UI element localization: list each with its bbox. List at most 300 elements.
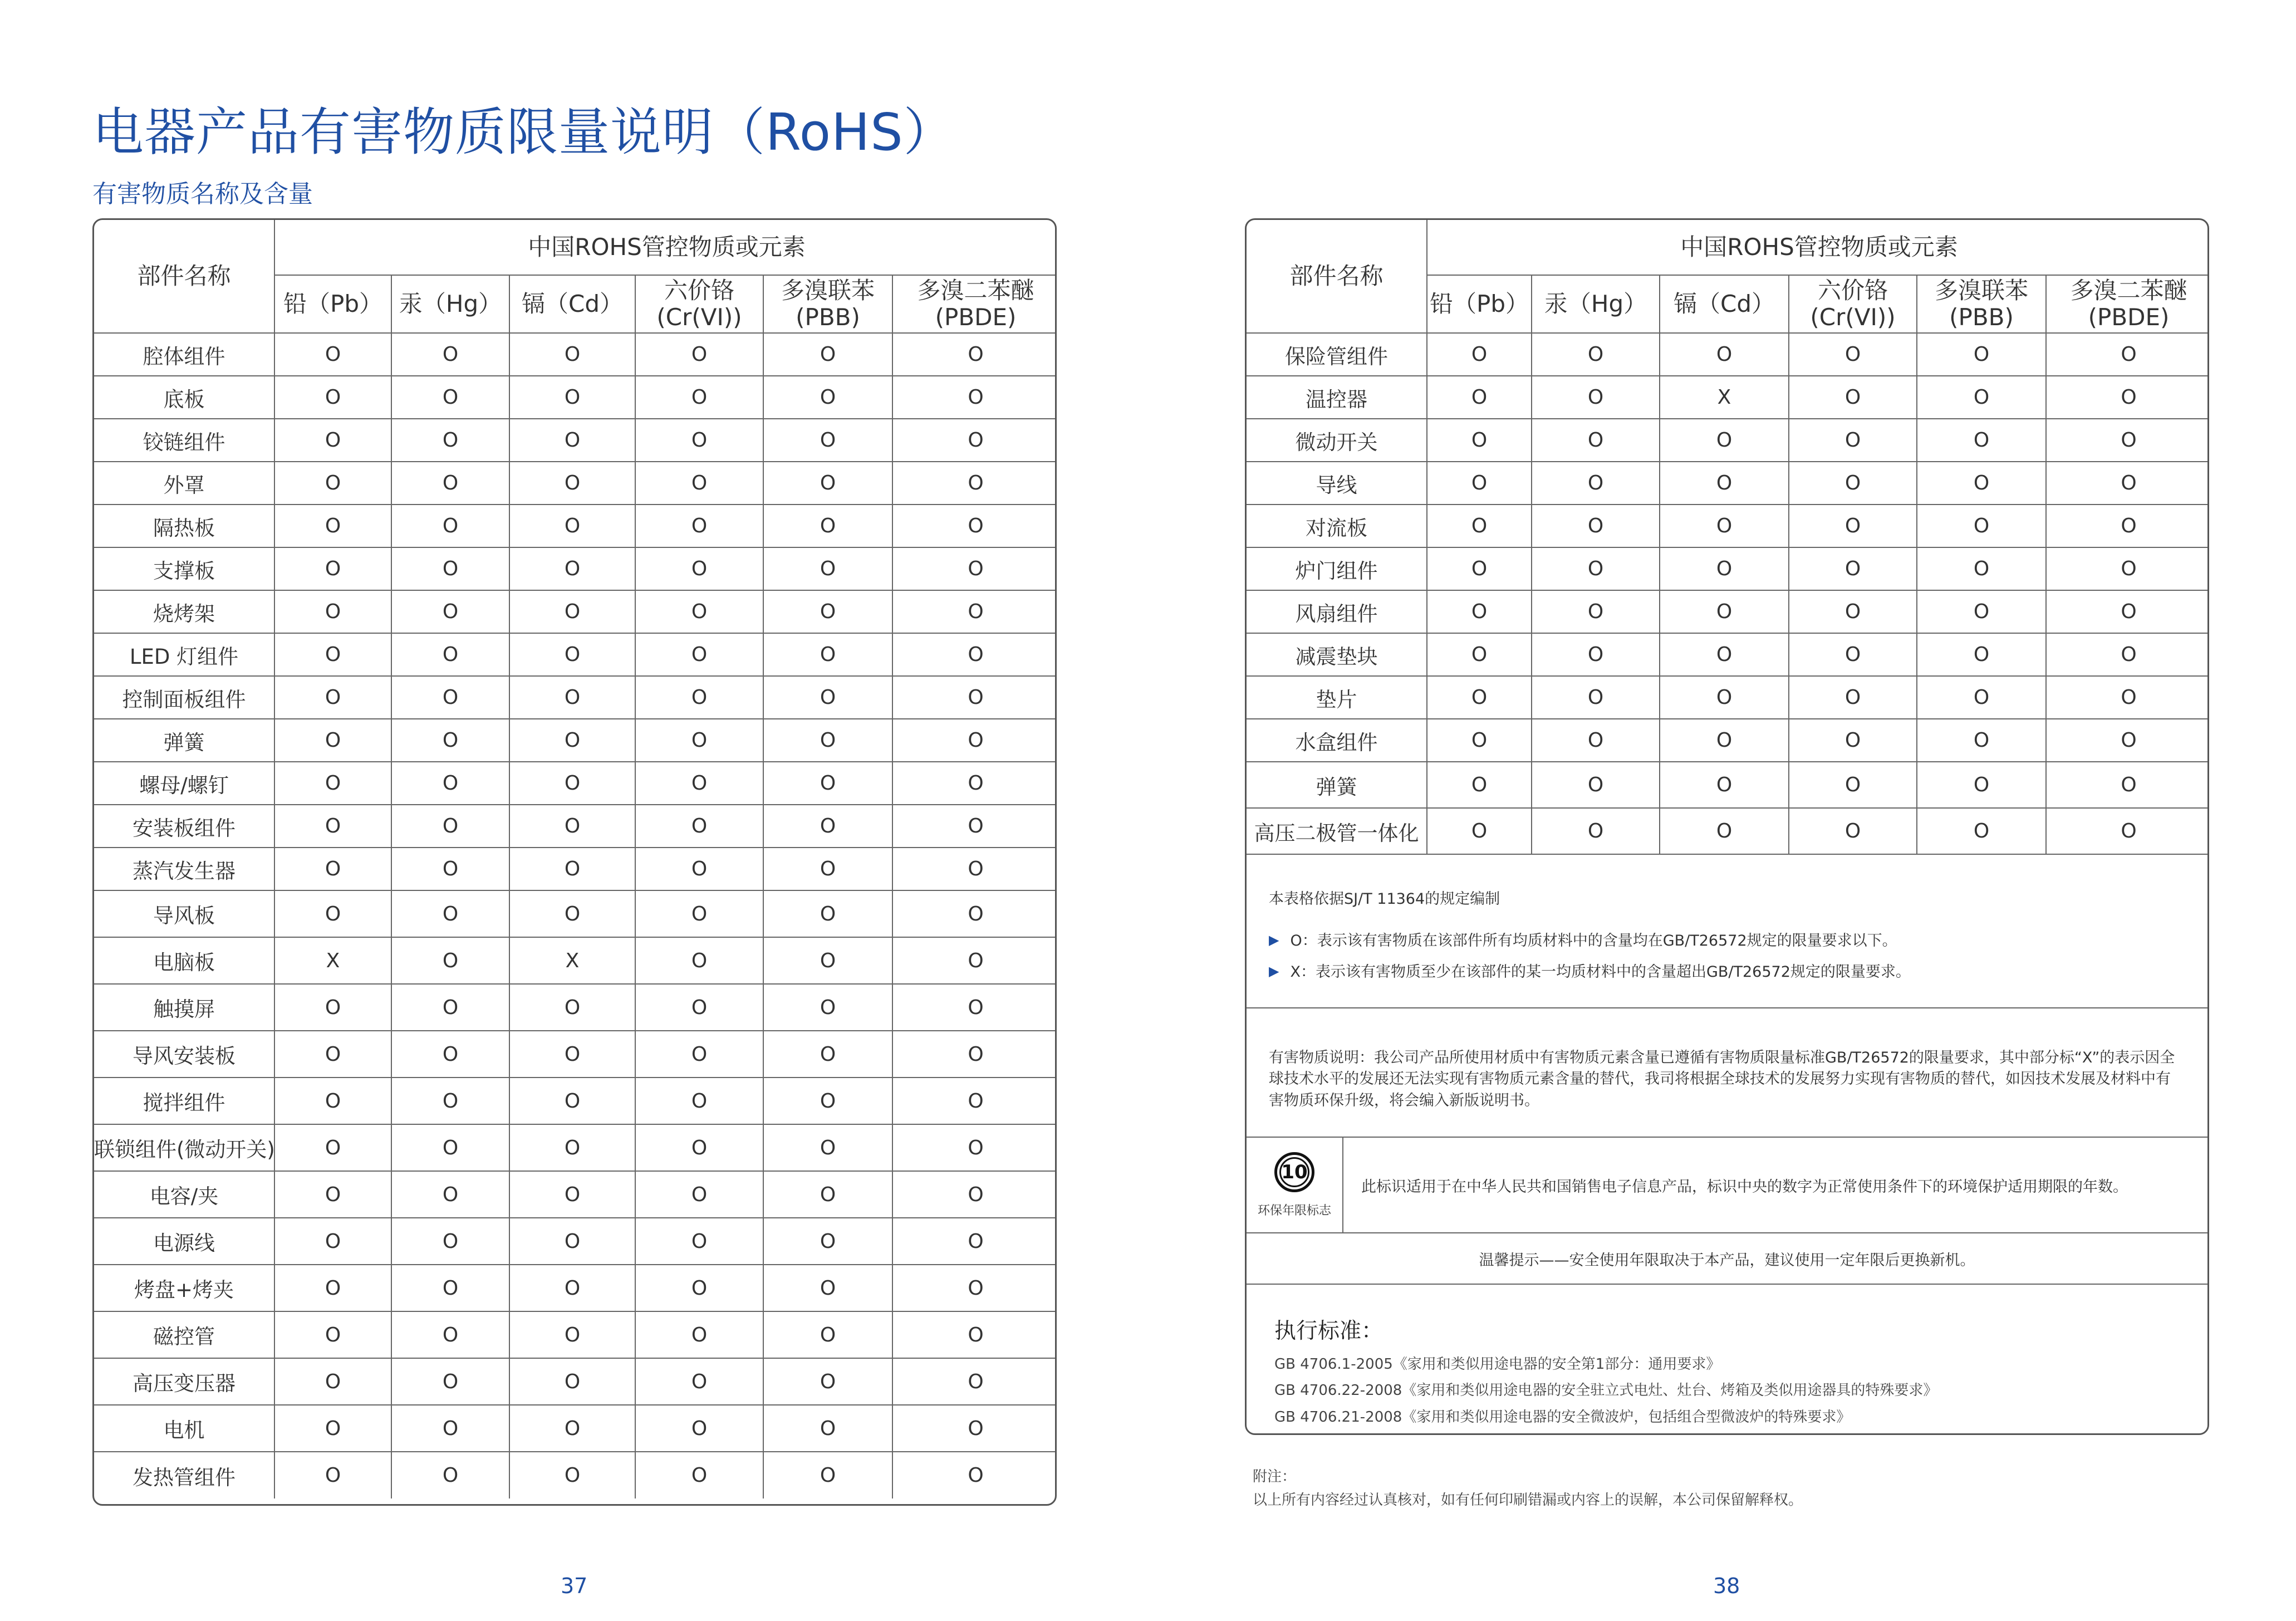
substance-value-cell: O — [635, 805, 763, 848]
substance-value-cell: O — [892, 376, 1057, 419]
substance-value-cell: O — [1532, 633, 1660, 676]
table-row — [94, 805, 1057, 848]
part-name-cell: 搅拌组件 — [94, 1078, 274, 1124]
triangle-bullet-icon: ▶ — [1269, 932, 1279, 948]
substance-value-cell: O — [509, 376, 635, 419]
substance-value-cell: O — [1660, 505, 1789, 547]
substance-value-cell: O — [274, 633, 391, 676]
substance-value-cell: O — [635, 1031, 763, 1078]
table-row — [94, 762, 1057, 805]
table-row — [94, 1311, 1057, 1358]
eco-period-description: 此标识适用于在中华人民共和国销售电子信息产品，标识中央的数字为正常使用条件下的环境保护适用期限的年数。 — [1361, 1178, 2128, 1196]
standard-item: GB 4706.1-2005《家用和类似用途电器的安全第1部分：通用要求》 — [1274, 1356, 1721, 1373]
part-name-cell: 支撑板 — [94, 547, 274, 590]
substance-value-cell: O — [1660, 762, 1789, 808]
substance-value-cell: O — [635, 505, 763, 547]
substance-value-cell: O — [892, 1031, 1057, 1078]
table-row — [1247, 762, 2209, 808]
table-row — [94, 462, 1057, 505]
substance-value-cell: O — [274, 1358, 391, 1405]
substance-value-cell: O — [892, 1358, 1057, 1405]
page-number-left: 37 — [561, 1574, 588, 1598]
part-name-cell: 保险管组件 — [1247, 333, 1427, 376]
substance-value-cell: O — [1427, 376, 1532, 419]
left-table-body — [94, 333, 1057, 1498]
header-pbb: 多溴联苯 (PBB) — [763, 275, 892, 333]
substance-value-cell: O — [892, 462, 1057, 505]
substance-value-cell: O — [2046, 333, 2209, 376]
part-name-cell: 导风板 — [94, 890, 274, 937]
substance-value-cell: O — [274, 719, 391, 762]
substance-value-cell: O — [1427, 462, 1532, 505]
substance-value-cell: O — [892, 1124, 1057, 1171]
part-name-cell: 微动开关 — [1247, 419, 1427, 462]
substance-value-cell: O — [892, 848, 1057, 890]
substance-value-cell: O — [763, 547, 892, 590]
substance-value-cell: O — [2046, 462, 2209, 505]
substance-value-cell: O — [391, 719, 509, 762]
substance-value-cell: O — [763, 984, 892, 1031]
substance-value-cell: O — [274, 1218, 391, 1265]
substance-value-cell: O — [1660, 590, 1789, 633]
substance-value-cell: O — [1789, 808, 1917, 854]
substance-value-cell: O — [892, 547, 1057, 590]
substance-value-cell: O — [391, 1124, 509, 1171]
substance-value-cell: O — [1660, 633, 1789, 676]
standard-item: GB 4706.21-2008《家用和类似用途电器的安全微波炉，包括组合型微波炉的特殊要求》 — [1274, 1408, 1851, 1426]
substance-value-cell: O — [391, 1078, 509, 1124]
substance-value-cell: O — [391, 805, 509, 848]
substance-value-cell: O — [1789, 376, 1917, 419]
substance-value-cell: O — [1917, 762, 2046, 808]
standard-item: GB 4706.22-2008《家用和类似用途电器的安全驻立式电灶、灶台、烤箱及类似用途器具的特殊要求》 — [1274, 1382, 1938, 1399]
header-cd: 镉（Cd） — [1660, 275, 1789, 333]
substance-value-cell: O — [274, 805, 391, 848]
substance-value-cell: O — [1427, 719, 1532, 762]
header-part-name: 部件名称 — [94, 220, 274, 333]
notes-section — [1247, 855, 2207, 1435]
substance-value-cell: O — [274, 1031, 391, 1078]
substance-value-cell: O — [1427, 808, 1532, 854]
substance-value-cell: O — [892, 937, 1057, 984]
part-name-cell: 腔体组件 — [94, 333, 274, 376]
header-part-name: 部件名称 — [1247, 220, 1427, 333]
part-name-cell: 发热管组件 — [94, 1452, 274, 1498]
substance-value-cell: O — [2046, 590, 2209, 633]
part-name-cell: 电脑板 — [94, 937, 274, 984]
header-pbb: 多溴联苯 (PBB) — [1917, 275, 2046, 333]
safety-tip: 温馨提示——安全使用年限取决于本产品，建议使用一定年限后更换新机。 — [1247, 1233, 2207, 1285]
substance-value-cell: O — [635, 1124, 763, 1171]
notes-basis-block — [1247, 855, 2207, 1008]
substance-value-cell: O — [763, 1218, 892, 1265]
substance-value-cell: O — [1532, 462, 1660, 505]
substance-value-cell: O — [1917, 719, 2046, 762]
substance-value-cell: O — [635, 984, 763, 1031]
substance-value-cell: O — [763, 762, 892, 805]
table-row — [1247, 719, 2209, 762]
substance-value-cell: O — [1427, 505, 1532, 547]
substance-value-cell: O — [509, 676, 635, 719]
substance-value-cell: O — [2046, 505, 2209, 547]
substance-value-cell: O — [1660, 719, 1789, 762]
table-row — [94, 848, 1057, 890]
substance-value-cell: O — [763, 590, 892, 633]
table-row — [1247, 590, 2209, 633]
part-name-cell: 磁控管 — [94, 1311, 274, 1358]
substance-value-cell: O — [763, 1031, 892, 1078]
substance-value-cell: O — [2046, 633, 2209, 676]
substance-value-cell: O — [763, 1124, 892, 1171]
substance-value-cell: O — [391, 890, 509, 937]
part-name-cell: 螺母/螺钉 — [94, 762, 274, 805]
substance-value-cell: O — [1917, 333, 2046, 376]
substance-value-cell: X — [274, 937, 391, 984]
substance-value-cell: O — [1789, 547, 1917, 590]
table-row — [94, 1078, 1057, 1124]
part-name-cell: 导风安装板 — [94, 1031, 274, 1078]
substance-value-cell: O — [274, 1265, 391, 1311]
substance-value-cell: O — [1427, 333, 1532, 376]
substance-value-cell: O — [509, 719, 635, 762]
substance-value-cell: O — [2046, 419, 2209, 462]
substance-value-cell: O — [391, 633, 509, 676]
table-row — [94, 376, 1057, 419]
substance-value-cell: O — [509, 848, 635, 890]
substance-value-cell: O — [1532, 376, 1660, 419]
substance-value-cell: O — [1532, 505, 1660, 547]
substance-value-cell: O — [509, 762, 635, 805]
footnote — [1253, 1466, 1803, 1512]
substance-value-cell: O — [635, 419, 763, 462]
table-row — [1247, 376, 2209, 419]
substance-value-cell: O — [635, 1218, 763, 1265]
substance-value-cell: O — [763, 1405, 892, 1452]
substance-value-cell: O — [391, 762, 509, 805]
table-row — [94, 1358, 1057, 1405]
substance-value-cell: O — [635, 376, 763, 419]
eco-period-number: 10 — [1281, 1160, 1308, 1183]
o-meaning: ▶ O：表示该有害物质在该部件所有均质材料中的含量均在GB/T26572规定的限量要求以下。 — [1269, 930, 2186, 953]
substance-value-cell: O — [1660, 462, 1789, 505]
part-name-cell: 蒸汽发生器 — [94, 848, 274, 890]
substance-value-cell: O — [391, 1031, 509, 1078]
substance-value-cell: O — [1660, 333, 1789, 376]
substance-value-cell: O — [509, 984, 635, 1031]
substance-value-cell: O — [274, 1124, 391, 1171]
substance-value-cell: O — [509, 1078, 635, 1124]
header-cr6: 六价铬 (Cr(VI)) — [635, 275, 763, 333]
part-name-cell: 导线 — [1247, 462, 1427, 505]
table-row — [94, 1031, 1057, 1078]
substance-value-cell: O — [1789, 633, 1917, 676]
substance-value-cell: O — [509, 1452, 635, 1498]
part-name-cell: 炉门组件 — [1247, 547, 1427, 590]
eco-logo-cell — [1247, 1138, 1343, 1232]
substance-value-cell: O — [892, 1265, 1057, 1311]
substance-value-cell: O — [509, 419, 635, 462]
part-name-cell: 烧烤架 — [94, 590, 274, 633]
part-name-cell: 风扇组件 — [1247, 590, 1427, 633]
substance-value-cell: O — [892, 1078, 1057, 1124]
substance-value-cell: O — [1789, 333, 1917, 376]
substance-value-cell: O — [763, 633, 892, 676]
table-row — [1247, 333, 2209, 376]
substance-value-cell: O — [763, 1358, 892, 1405]
substance-value-cell: O — [2046, 676, 2209, 719]
substance-value-cell: O — [892, 505, 1057, 547]
substance-value-cell: O — [763, 333, 892, 376]
substance-value-cell: O — [274, 419, 391, 462]
table-row — [94, 333, 1057, 376]
table-row — [94, 1171, 1057, 1218]
substance-value-cell: O — [635, 333, 763, 376]
substance-value-cell: O — [391, 547, 509, 590]
substance-value-cell: O — [509, 1218, 635, 1265]
substance-value-cell: O — [892, 590, 1057, 633]
substance-value-cell: O — [635, 1311, 763, 1358]
page-number-right: 38 — [1713, 1574, 1740, 1598]
substance-value-cell: O — [509, 805, 635, 848]
rohs-table — [1247, 220, 2209, 855]
substance-value-cell: O — [763, 1265, 892, 1311]
part-name-cell: 电容/夹 — [94, 1171, 274, 1218]
substance-value-cell: O — [274, 1171, 391, 1218]
substance-value-cell: O — [763, 937, 892, 984]
substance-value-cell: O — [892, 805, 1057, 848]
substance-value-cell: O — [2046, 762, 2209, 808]
header-pb: 铅（Pb） — [1427, 275, 1532, 333]
table-row — [94, 590, 1057, 633]
substance-value-cell: O — [509, 1358, 635, 1405]
substance-value-cell: O — [2046, 719, 2209, 762]
substance-value-cell: O — [1917, 590, 2046, 633]
substance-value-cell: O — [274, 1078, 391, 1124]
substance-value-cell: O — [1789, 762, 1917, 808]
substance-value-cell: O — [635, 1265, 763, 1311]
substance-value-cell: O — [1427, 762, 1532, 808]
substance-value-cell: O — [635, 1452, 763, 1498]
substance-value-cell: O — [391, 984, 509, 1031]
substance-value-cell: O — [1917, 633, 2046, 676]
substance-value-cell: O — [509, 633, 635, 676]
substance-value-cell: O — [274, 1405, 391, 1452]
substance-value-cell: O — [763, 719, 892, 762]
part-name-cell: 触摸屏 — [94, 984, 274, 1031]
part-name-cell: 对流板 — [1247, 505, 1427, 547]
table-row — [94, 937, 1057, 984]
substance-value-cell: O — [391, 1218, 509, 1265]
substance-value-cell: O — [892, 676, 1057, 719]
substance-value-cell: O — [391, 848, 509, 890]
substance-value-cell: O — [763, 419, 892, 462]
substance-value-cell: O — [1917, 547, 2046, 590]
substance-value-cell: O — [509, 1031, 635, 1078]
substance-value-cell: O — [763, 376, 892, 419]
substance-value-cell: O — [763, 1311, 892, 1358]
substance-value-cell: O — [892, 1405, 1057, 1452]
substance-value-cell: O — [1660, 547, 1789, 590]
header-hg: 汞（Hg） — [391, 275, 509, 333]
table-row — [94, 419, 1057, 462]
substance-value-cell: O — [1789, 419, 1917, 462]
substance-value-cell: O — [892, 762, 1057, 805]
substance-value-cell: O — [892, 333, 1057, 376]
substance-value-cell: O — [509, 1311, 635, 1358]
substance-value-cell: O — [1917, 676, 2046, 719]
part-name-cell: 水盒组件 — [1247, 719, 1427, 762]
substance-value-cell: O — [1427, 633, 1532, 676]
substance-value-cell: O — [274, 376, 391, 419]
header-cd: 镉（Cd） — [509, 275, 635, 333]
substance-value-cell: O — [763, 848, 892, 890]
substance-value-cell: O — [763, 805, 892, 848]
substance-value-cell: O — [1789, 719, 1917, 762]
footnote-label: 附注： — [1253, 1468, 1297, 1485]
substance-value-cell: O — [763, 505, 892, 547]
substance-value-cell: O — [391, 1171, 509, 1218]
substance-value-cell: O — [274, 890, 391, 937]
substance-value-cell: O — [892, 419, 1057, 462]
table-row — [94, 1124, 1057, 1171]
rohs-table — [94, 220, 1057, 1498]
substance-value-cell: O — [635, 633, 763, 676]
substance-value-cell: O — [763, 1452, 892, 1498]
part-name-cell: 安装板组件 — [94, 805, 274, 848]
substance-value-cell: X — [1660, 376, 1789, 419]
substance-value-cell: O — [763, 1171, 892, 1218]
substance-value-cell: O — [509, 890, 635, 937]
table-row — [1247, 547, 2209, 590]
basis-text: 本表格依据SJ/T 11364的规定编制 — [1269, 890, 1500, 908]
substance-value-cell: O — [1532, 333, 1660, 376]
substance-value-cell: O — [509, 590, 635, 633]
substance-value-cell: O — [635, 1405, 763, 1452]
substance-value-cell: O — [391, 590, 509, 633]
triangle-bullet-icon: ▶ — [1269, 963, 1279, 979]
substance-value-cell: O — [274, 762, 391, 805]
substance-value-cell: O — [391, 1405, 509, 1452]
substance-value-cell: O — [391, 937, 509, 984]
table-row — [94, 1218, 1057, 1265]
substance-value-cell: O — [391, 462, 509, 505]
substance-value-cell: O — [635, 719, 763, 762]
substance-value-cell: O — [1789, 590, 1917, 633]
table-row — [94, 1405, 1057, 1452]
substance-value-cell: O — [635, 462, 763, 505]
substance-value-cell: O — [274, 333, 391, 376]
table-row — [94, 890, 1057, 937]
part-name-cell: LED 灯组件 — [94, 633, 274, 676]
part-name-cell: 铰链组件 — [94, 419, 274, 462]
part-name-cell: 垫片 — [1247, 676, 1427, 719]
substance-value-cell: O — [274, 676, 391, 719]
substance-value-cell: O — [635, 1358, 763, 1405]
standards-block — [1247, 1285, 2207, 1435]
substance-value-cell: O — [391, 1452, 509, 1498]
eco-period-block — [1247, 1138, 2207, 1233]
substance-value-cell: O — [391, 676, 509, 719]
substance-value-cell: O — [1660, 676, 1789, 719]
table-row — [1247, 676, 2209, 719]
substance-value-cell: O — [1789, 676, 1917, 719]
table-row — [1247, 419, 2209, 462]
substance-value-cell: O — [509, 505, 635, 547]
part-name-cell: 烤盘+烤夹 — [94, 1265, 274, 1311]
standards-heading: 执行标准： — [1274, 1319, 1384, 1344]
substance-value-cell: O — [892, 984, 1057, 1031]
header-group: 中国ROHS管控物质或元素 — [1427, 220, 2209, 275]
substance-value-cell: O — [2046, 376, 2209, 419]
substance-value-cell: O — [509, 547, 635, 590]
substance-value-cell: O — [274, 984, 391, 1031]
substance-value-cell: O — [391, 419, 509, 462]
header-group: 中国ROHS管控物质或元素 — [274, 220, 1057, 275]
eco-period-icon — [1274, 1152, 1314, 1192]
substance-value-cell: O — [635, 1078, 763, 1124]
substance-value-cell: O — [892, 1452, 1057, 1498]
table-row — [94, 547, 1057, 590]
substance-value-cell: O — [1660, 419, 1789, 462]
substance-value-cell: O — [509, 1171, 635, 1218]
substance-value-cell: O — [1427, 590, 1532, 633]
substance-value-cell: O — [509, 333, 635, 376]
part-name-cell: 隔热板 — [94, 505, 274, 547]
table-row — [1247, 808, 2209, 854]
table-row — [94, 676, 1057, 719]
table-row — [94, 984, 1057, 1031]
footnote-text: 以上所有内容经过认真核对，如有任何印刷错漏或内容上的误解，本公司保留解释权。 — [1253, 1491, 1803, 1509]
substance-value-cell: O — [635, 547, 763, 590]
table-row — [94, 505, 1057, 547]
table-row — [1247, 505, 2209, 547]
page-subtitle: 有害物质名称及含量 — [92, 180, 313, 208]
substance-value-cell: O — [763, 1078, 892, 1124]
substance-value-cell: O — [1532, 419, 1660, 462]
substance-value-cell: O — [1532, 719, 1660, 762]
header-pb: 铅（Pb） — [274, 275, 391, 333]
part-name-cell: 电源线 — [94, 1218, 274, 1265]
table-row — [94, 719, 1057, 762]
substance-value-cell: O — [1427, 419, 1532, 462]
part-name-cell: 弹簧 — [1247, 762, 1427, 808]
substance-value-cell: O — [635, 890, 763, 937]
substance-value-cell: O — [763, 676, 892, 719]
substance-value-cell: O — [509, 1405, 635, 1452]
part-name-cell: 外罩 — [94, 462, 274, 505]
substance-value-cell: O — [635, 1171, 763, 1218]
part-name-cell: 弹簧 — [94, 719, 274, 762]
substance-value-cell: X — [509, 937, 635, 984]
part-name-cell: 高压二极管一体化 — [1247, 808, 1427, 854]
substance-value-cell: O — [2046, 547, 2209, 590]
substance-value-cell: O — [274, 590, 391, 633]
substance-value-cell: O — [391, 505, 509, 547]
right-rohs-table — [1245, 218, 2209, 1435]
substance-value-cell: O — [274, 848, 391, 890]
substance-value-cell: O — [391, 333, 509, 376]
substance-value-cell: O — [1789, 462, 1917, 505]
eco-period-label: 环保年限标志 — [1257, 1203, 1331, 1218]
table-row — [94, 1265, 1057, 1311]
substance-value-cell: O — [1917, 505, 2046, 547]
substance-value-cell: O — [274, 1311, 391, 1358]
substance-value-cell: O — [274, 1452, 391, 1498]
part-name-cell: 控制面板组件 — [94, 676, 274, 719]
substance-value-cell: O — [1532, 676, 1660, 719]
table-row — [1247, 462, 2209, 505]
substance-value-cell: O — [391, 1311, 509, 1358]
